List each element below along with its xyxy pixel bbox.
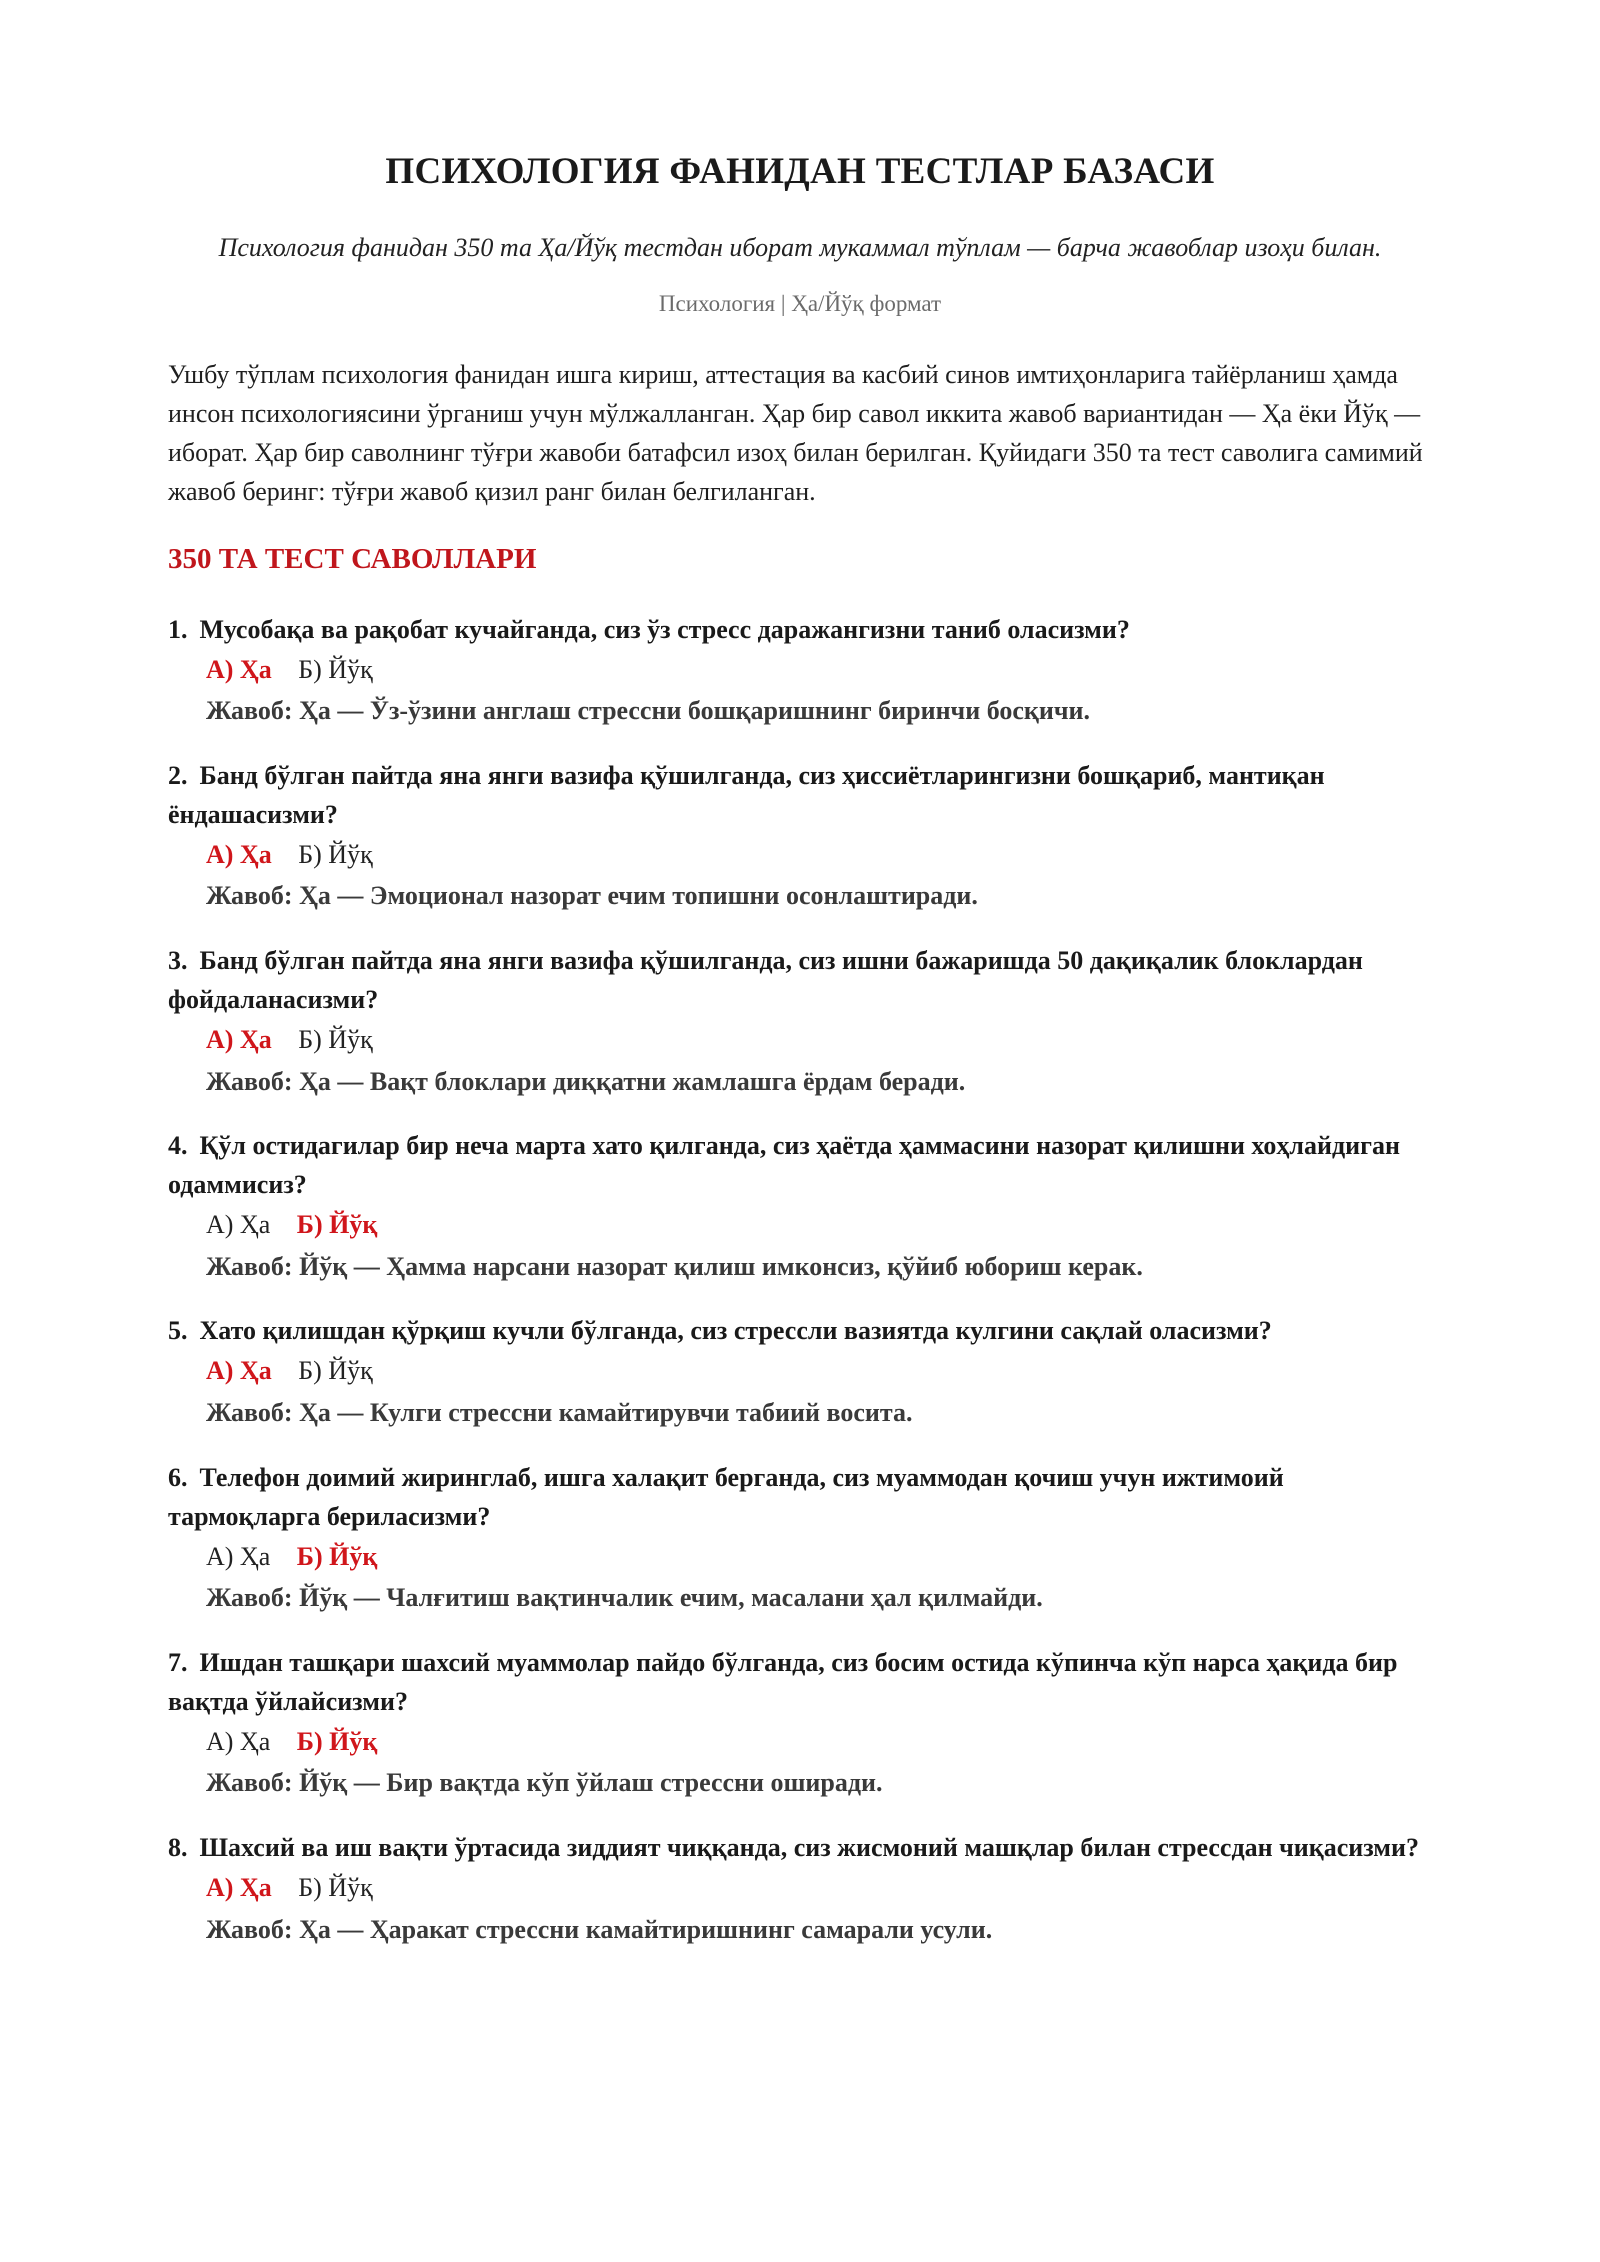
option-a[interactable]: А) Ҳа [206,839,272,869]
option-a[interactable]: А) Ҳа [206,1541,271,1571]
document-title: ПСИХОЛОГИЯ ФАНИДАН ТЕСТЛАР БАЗАСИ [385,151,1215,192]
question-item [168,756,1432,917]
question-list [168,610,1432,1951]
question-number: 5. [168,1316,188,1346]
answer-explanation: Жавоб: Ҳа — Вақт блоклари диққатни жамлашга ёрдам беради. [206,1066,966,1096]
section-heading: 350 ТА ТЕСТ САВОЛЛАРИ [168,542,537,575]
question-body: Хато қилишдан қўрқиш кучли бўлганда, сиз стрессли вазиятда кулгини сақлай оласизми? [199,1316,1272,1346]
intro-paragraph: Ушбу тўплам психология фанидан ишга кириш, аттестация ва касбий синов имтиҳонларига тайёрланиш ҳамда инсон психологиясини ўрганиш учун мўлжалланган. Ҳар бир савол иккита жавоб вариантидан — Ҳа ёки Йўқ — иборат. Ҳар бир саволнинг тўғри жавоби батафсил изоҳ билан берилган. Қуйидаги 350 та тест саволига самимий жавоб беринг: тўғри жавоб қизил ранг билан белгиланган. [168,359,1423,506]
question-number: 4. [168,1131,188,1161]
question-number: 1. [168,614,188,644]
question-body: Банд бўлган пайтда яна янги вазифа қўшилганда, сиз ишни бажаришда 50 дақиқалик блоклардан фойдаланасизми? [168,946,1363,1015]
option-b[interactable]: Б) Йўқ [298,1873,373,1902]
option-a[interactable]: А) Ҳа [206,1025,272,1055]
question-number: 2. [168,760,188,790]
question-text [168,756,1432,834]
answer-options [168,834,1432,876]
answer-explanation: Жавоб: Ҳа — Кулги стрессни камайтирувчи табиий восита. [206,1398,913,1428]
answer-options [168,1019,1432,1061]
option-a[interactable]: А) Ҳа [206,1726,271,1756]
question-number: 7. [168,1647,188,1677]
question-text [168,1458,1432,1536]
question-number: 6. [168,1462,188,1492]
question-text [168,1311,1432,1350]
question-body: Мусобақа ва рақобат кучайганда, сиз ўз стресс даражангизни таниб оласизми? [199,614,1130,644]
question-text [168,1828,1432,1867]
question-item [168,610,1432,732]
option-b[interactable]: Б) Йўқ [296,1726,378,1756]
question-number: 3. [168,946,188,976]
answer-explanation: Жавоб: Йўқ — Чалғитиш вақтинчалик ечим, масалани ҳал қилмайди. [206,1583,1043,1613]
question-item [168,1311,1432,1433]
answer-options [168,1204,1432,1246]
answer-explanation: Жавоб: Йўқ — Бир вақтда кўп ўйлаш стрессни оширади. [206,1768,883,1798]
option-b[interactable]: Б) Йўқ [296,1541,378,1571]
option-a[interactable]: А) Ҳа [206,1210,271,1240]
question-body: Қўл остидагилар бир неча марта хато қилганда, сиз ҳаётда ҳаммасини назорат қилишни хоҳлайдиган одаммисиз? [168,1131,1400,1200]
option-b[interactable]: Б) Йўқ [298,839,373,869]
question-text [168,610,1432,649]
answer-options [168,1721,1432,1763]
option-a[interactable]: А) Ҳа [206,654,272,684]
answer-explanation: Жавоб: Ҳа — Ўз-ўзини англаш стрессни бошқаришнинг биринчи босқичи. [206,696,1090,726]
answer-options [168,649,1432,691]
answer-explanation: Жавоб: Ҳа — Ҳаракат стрессни камайтиришнинг самарали усули. [206,1914,993,1944]
question-body: Ишдан ташқари шахсий муаммолар пайдо бўлганда, сиз босим остида кўпинча кўп нарса ҳақида бир вақтда ўйлайсизми? [168,1647,1398,1716]
answer-options [168,1350,1432,1392]
question-item [168,1828,1432,1950]
answer-options [168,1536,1432,1578]
option-a[interactable]: А) Ҳа [206,1873,272,1902]
question-item [168,941,1432,1102]
question-item [168,1126,1432,1287]
option-b[interactable]: Б) Йўқ [296,1210,378,1240]
option-b[interactable]: Б) Йўқ [298,1025,373,1055]
question-item [168,1458,1432,1619]
option-b[interactable]: Б) Йўқ [298,654,373,684]
question-text [168,941,1432,1019]
question-text [168,1643,1432,1721]
question-item [168,1643,1432,1804]
answer-explanation: Жавоб: Ҳа — Эмоционал назорат ечим топишни осонлаштиради. [206,881,978,911]
option-b[interactable]: Б) Йўқ [298,1356,373,1386]
question-body: Телефон доимий жиринглаб, ишга халақит берганда, сиз муаммодан қочиш учун ижтимоий тармоқларга бериласизми? [168,1462,1284,1531]
document-subtitle: Психология фанидан 350 та Ҳа/Йўқ тестдан иборат мукаммал тўплам — барча жавоблар изоҳи билан. [218,233,1382,263]
answer-options [168,1867,1432,1909]
document-meta: Психология | Ҳа/Йўқ формат [658,290,942,316]
question-text [168,1126,1432,1204]
question-body: Шахсий ва иш вақти ўртасида зиддият чиққанда, сиз жисмоний машқлар билан стрессдан чиқасизми? [199,1833,1419,1862]
answer-explanation: Жавоб: Йўқ — Ҳамма нарсани назорат қилиш имконсиз, қўйиб юбориш керак. [206,1251,1143,1281]
option-a[interactable]: А) Ҳа [206,1356,272,1386]
question-number: 8. [168,1833,188,1862]
question-body: Банд бўлган пайтда яна янги вазифа қўшилганда, сиз ҳиссиётларингизни бошқариб, мантиқан ёндашасизми? [168,760,1325,829]
